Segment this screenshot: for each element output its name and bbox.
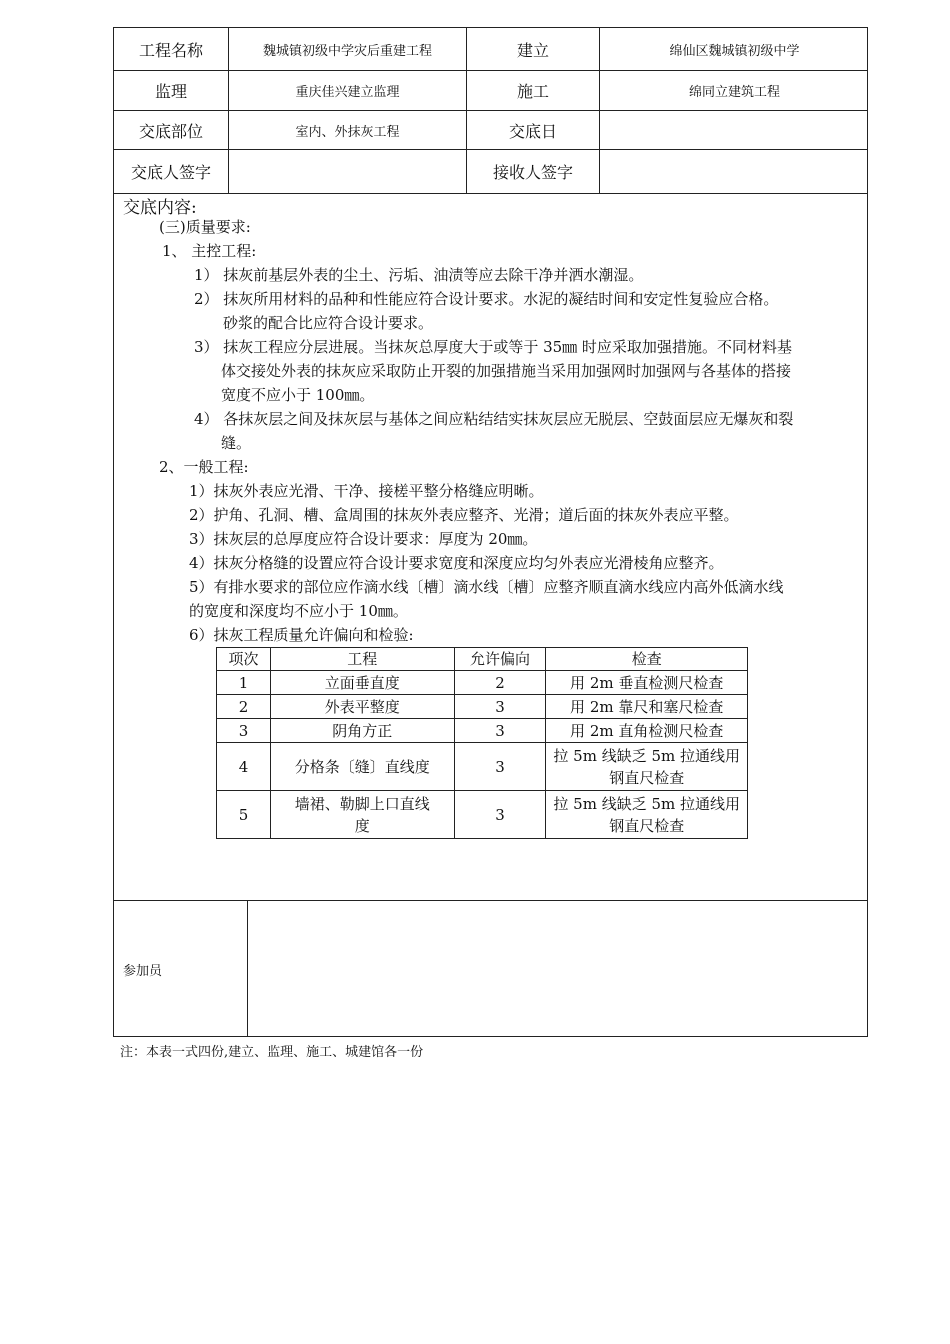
table-row bbox=[217, 695, 748, 719]
table-header: 允许偏向 bbox=[454, 648, 546, 671]
row-deviation: 3 bbox=[454, 719, 546, 743]
general-item: 2）护角、孔洞、槽、盒周围的抹灰外表应整齐、光滑；道后面的抹灰外表应平整。 bbox=[189, 506, 739, 524]
giver-sign-label: 交底人签字 bbox=[114, 150, 229, 193]
row-number: 3 bbox=[217, 719, 271, 743]
row-item bbox=[270, 791, 454, 839]
date-label: 交底日 bbox=[467, 111, 600, 149]
participants-label: 参加员 bbox=[123, 964, 163, 979]
general-heading: 2、一般工程: bbox=[159, 458, 249, 476]
general-item: 5）有排水要求的部位应作滴水线〔槽〕滴水线〔槽〕应整齐顺直滴水线应内高外低滴水线 bbox=[189, 578, 784, 596]
build-label: 建立 bbox=[467, 28, 600, 70]
table-header: 项次 bbox=[217, 648, 271, 671]
header-row-supervision bbox=[114, 71, 867, 111]
giver-sign-value bbox=[229, 150, 467, 193]
receiver-sign-value bbox=[600, 150, 869, 193]
construction-label: 施工 bbox=[467, 71, 600, 110]
row-item: 外表平整度 bbox=[270, 695, 454, 719]
table-row bbox=[217, 671, 748, 695]
build-value: 绵仙区魏城镇初级中学 bbox=[669, 43, 800, 59]
table-row bbox=[217, 719, 748, 743]
row-check: 用 2m 靠尺和塞尺检查 bbox=[546, 695, 748, 719]
project-name-label: 工程名称 bbox=[114, 28, 229, 70]
row-deviation: 3 bbox=[454, 695, 546, 719]
participants-section bbox=[114, 901, 867, 1036]
receiver-sign-label: 接收人签字 bbox=[467, 150, 600, 193]
row-number: 2 bbox=[217, 695, 271, 719]
project-name-value: 魏城镇初级中学灾后重建工程 bbox=[229, 28, 467, 70]
row-check-line: 钢直尺检查 bbox=[609, 768, 685, 787]
general-item-continued: 的宽度和深度均不应小于 10㎜。 bbox=[189, 602, 408, 620]
general-item: 4）抹灰分格缝的设置应符合设计要求宽度和深度应均匀外表应光滑棱角应整齐。 bbox=[189, 554, 724, 572]
footnote: 注：本表一式四份,建立、监理、施工、城建馆各一份 bbox=[120, 1045, 424, 1060]
construction-value: 绵同立建筑工程 bbox=[688, 85, 780, 100]
row-item: 阴角方正 bbox=[270, 719, 454, 743]
row-check-line: 拉 5m 线缺乏 5m 拉通线用 bbox=[553, 746, 741, 765]
row-check: 用 2m 垂直检测尺检查 bbox=[546, 671, 748, 695]
row-check-line: 钢直尺检查 bbox=[609, 816, 685, 835]
main-heading: 1、 主控工程: bbox=[162, 242, 257, 260]
content-title: 交底内容: bbox=[123, 198, 197, 218]
header-row-signatures bbox=[114, 150, 867, 194]
row-item-line: 度 bbox=[354, 816, 370, 835]
row-number: 4 bbox=[217, 743, 271, 791]
main-item-continued: 体交接处外表的抹灰应采取防止开裂的加强措施当采用加强网时加强网与各基体的搭接 bbox=[221, 362, 792, 380]
row-deviation: 3 bbox=[454, 743, 546, 791]
section-heading: (三)质量要求: bbox=[159, 218, 251, 236]
main-item-continued: 宽度不应小于 100㎜。 bbox=[221, 386, 375, 404]
date-value bbox=[600, 111, 869, 149]
supervision-label: 监理 bbox=[114, 71, 229, 110]
row-check bbox=[546, 791, 748, 839]
main-item: 3） 抹灰工程应分层进展。当抹灰总厚度大于或等于 35㎜ 时应采取加强措施。不同材料基 bbox=[194, 338, 792, 356]
main-item: 1） 抹灰前基层外表的尘土、污垢、油渍等应去除干净并洒水潮湿。 bbox=[194, 266, 644, 284]
row-number: 1 bbox=[217, 671, 271, 695]
table-row bbox=[217, 743, 748, 791]
part-value: 室内、外抹灰工程 bbox=[229, 111, 467, 149]
main-item: 2） 抹灰所用材料的品种和性能应符合设计要求。水泥的凝结时间和安定性复验应合格。 bbox=[194, 290, 779, 308]
disclosure-content bbox=[114, 194, 867, 901]
row-deviation: 2 bbox=[454, 671, 546, 695]
main-item-continued: 砂浆的配合比应符合设计要求。 bbox=[223, 314, 434, 332]
table-header: 工程 bbox=[270, 648, 454, 671]
row-number: 5 bbox=[217, 791, 271, 839]
table-header-row bbox=[217, 648, 748, 671]
row-item: 分格条〔缝〕直线度 bbox=[270, 743, 454, 791]
header-row-project bbox=[114, 28, 867, 71]
disclosure-form bbox=[113, 27, 868, 1037]
row-deviation: 3 bbox=[454, 791, 546, 839]
table-row bbox=[217, 791, 748, 839]
main-item: 4） 各抹灰层之间及抹灰层与基体之间应粘结结实抹灰层应无脱层、空鼓面层应无爆灰和裂 bbox=[194, 410, 794, 428]
general-item: 1）抹灰外表应光滑、干净、接槎平整分格缝应明晰。 bbox=[189, 482, 544, 500]
row-item-line: 墙裙、勒脚上口直线 bbox=[294, 794, 430, 813]
general-item: 6）抹灰工程质量允许偏向和检验: bbox=[189, 626, 414, 644]
row-check-line: 拉 5m 线缺乏 5m 拉通线用 bbox=[553, 794, 741, 813]
general-item: 3）抹灰层的总厚度应符合设计要求：厚度为 20㎜。 bbox=[189, 530, 538, 548]
main-item-continued: 缝。 bbox=[221, 434, 252, 452]
row-item: 立面垂直度 bbox=[270, 671, 454, 695]
supervision-value: 重庆佳兴建立监理 bbox=[229, 71, 467, 110]
row-check: 用 2m 直角检测尺检查 bbox=[546, 719, 748, 743]
row-check bbox=[546, 743, 748, 791]
table-header: 检查 bbox=[546, 648, 748, 671]
participants-label-cell bbox=[114, 901, 248, 1036]
header-row-part bbox=[114, 111, 867, 150]
deviation-table bbox=[216, 647, 748, 839]
part-label: 交底部位 bbox=[114, 111, 229, 149]
